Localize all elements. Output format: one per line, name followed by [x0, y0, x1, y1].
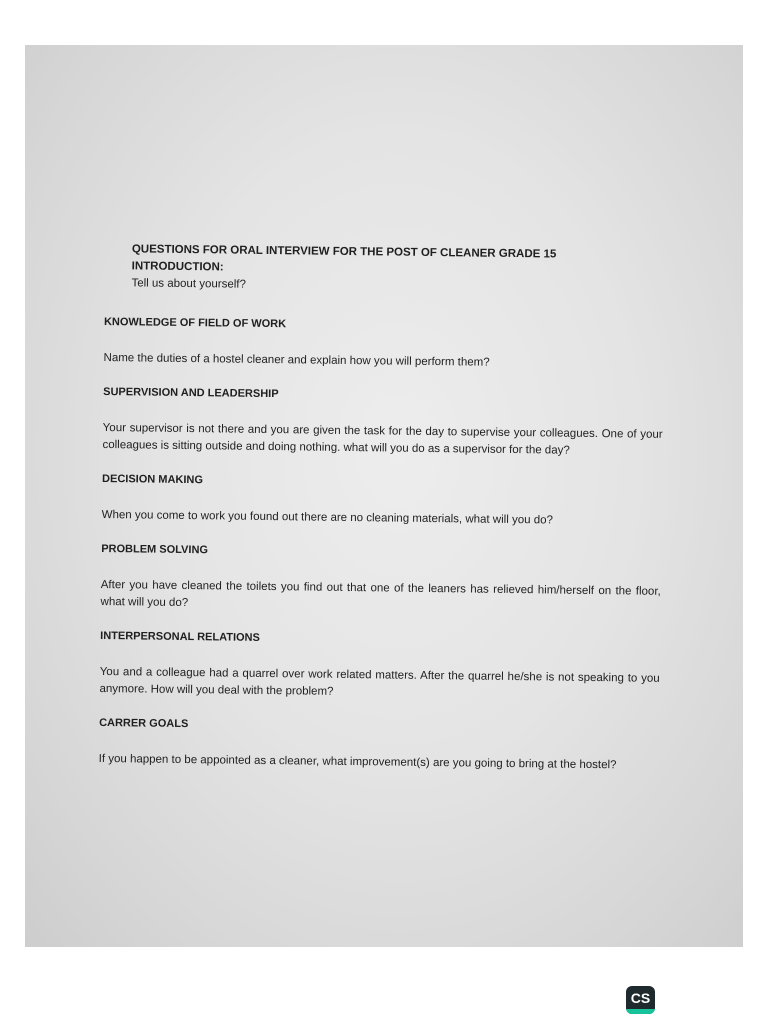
section-question-decision: When you come to work you found out there are no cleaning materials, what will you do? — [101, 508, 554, 527]
section-heading-decision: DECISION MAKING — [102, 472, 204, 487]
interview-document — [99, 241, 665, 775]
section-heading-problem: PROBLEM SOLVING — [101, 542, 209, 557]
camscanner-logo-icon — [626, 986, 655, 1014]
section-question-knowledge: Name the duties of a hostel cleaner and explain how you will perform them? — [103, 351, 490, 369]
section-heading-interpersonal: INTERPERSONAL RELATIONS — [100, 629, 260, 644]
section-question-career: If you happen to be appointed as a cleaner, what improvement(s) are you going to bring at the hostel? — [98, 752, 617, 772]
section-heading-supervision: SUPERVISION AND LEADERSHIP — [103, 385, 279, 401]
camscanner-logo-text: CS — [630, 990, 651, 1006]
document-title: QUESTIONS FOR ORAL INTERVIEW FOR THE POST OF CLEANER GRADE 15 — [131, 243, 557, 261]
section-heading-knowledge: KNOWLEDGE OF FIELD OF WORK — [103, 315, 287, 331]
introduction-question: Tell us about yourself? — [131, 277, 246, 291]
section-question-interpersonal: You and a colleague had a quarrel over work related matters. After the quarrel he/she is not speaking to you anymore. How will you deal with the problem? — [99, 665, 660, 698]
section-question-supervision: Your supervisor is not there and you are given the task for the day to supervise your colleagues. One of your colleagues is sitting outside and doing nothing. what will you do as a supervisor for the day? — [102, 421, 663, 457]
camscanner-logo-bar — [626, 1009, 655, 1014]
section-heading-career: CARRER GOALS — [99, 716, 189, 731]
paper-sheet — [25, 45, 743, 947]
section-question-problem: After you have cleaned the toilets you find out that one of the leaners has relieved him/herself on the floor, what will you do? — [100, 578, 661, 610]
introduction-heading: INTRODUCTION: — [131, 260, 224, 274]
